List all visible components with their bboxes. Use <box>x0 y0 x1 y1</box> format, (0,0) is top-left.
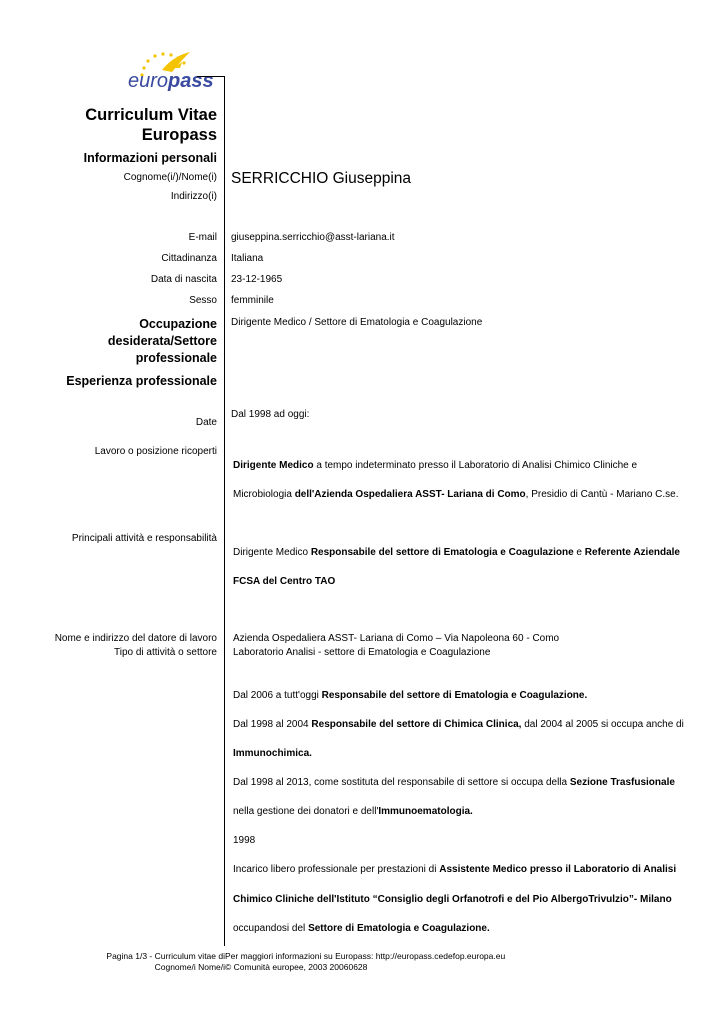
logo-rule <box>197 76 224 77</box>
employer-label: Nome e indirizzo del datore di lavoro <box>54 633 217 644</box>
cv-title-line1: Curriculum Vitae <box>85 106 217 124</box>
email-value[interactable]: giuseppina.serricchio@asst-lariana.it <box>231 232 395 243</box>
occupation-value: Dirigente Medico / Settore di Ematologia e Coagulazione <box>231 317 483 328</box>
footer-left-line1: Pagina 1/3 - Curriculum vitae di <box>106 951 225 961</box>
detail-line-4-bold: Sezione Trasfusionale <box>569 777 675 788</box>
detail-line-2 <box>233 719 684 730</box>
detail-line-2-text-a: Dal 1998 al 2004 <box>233 719 312 730</box>
detail-line-9-bold: Settore di Ematologia e Coagulazione. <box>308 923 490 934</box>
activity-type-value: Laboratorio Analisi - settore di Ematologia e Coagulazione <box>233 647 491 658</box>
detail-line-1-bold: Responsabile del settore di Ematologia e Coagulazione. <box>321 690 588 701</box>
sex-label: Sesso <box>189 295 217 306</box>
occupation-heading-line2: desiderata/Settore <box>107 334 217 348</box>
position-role-bold: Dirigente Medico <box>233 460 314 471</box>
name-label: Cognome(i/)/Nome(i) <box>123 172 217 183</box>
logo-text-euro: euro <box>128 70 169 92</box>
cv-title <box>85 105 217 145</box>
detail-line-6: 1998 <box>233 835 256 846</box>
footer-right-line1[interactable]: Per maggiori informazioni su Europass: http://europass.cedefop.europa.eu <box>225 951 506 961</box>
address-label: Indirizzo(i) <box>170 191 217 202</box>
detail-line-8 <box>233 894 672 905</box>
column-divider <box>224 76 225 946</box>
position-line-1 <box>233 460 637 471</box>
detail-line-2-text-b: dal 2004 al 2005 si occupa anche di <box>521 719 684 730</box>
detail-line-8-bold: Chimico Cliniche dell'Istituto “Consiglio degli Orfanotrofi e del Pio AlbergoTrivulzio”- Milano <box>233 894 672 905</box>
date-label: Date <box>195 417 217 428</box>
activities-line-1 <box>233 547 680 558</box>
detail-line-3-bold: Immunochimica. <box>233 748 312 759</box>
detail-line-7-bold: Assistente Medico presso il Laboratorio di Analisi <box>439 864 677 875</box>
position-line-2 <box>233 489 679 500</box>
detail-line-7-text: Incarico libero professionale per prestazioni di <box>233 864 440 875</box>
citizenship-value: Italiana <box>231 253 264 264</box>
activities-fcsa-bold: FCSA del Centro TAO <box>233 576 336 587</box>
position-line-2-text-b: , Presidio di Cantù - Mariano C.se. <box>525 489 679 500</box>
logo-text-pass: pass <box>168 70 214 92</box>
activities-referent-bold: Referente Aziendale <box>584 547 680 558</box>
occupation-heading-line3: professionale <box>135 351 217 365</box>
position-label: Lavoro o posizione ricoperti <box>94 446 217 457</box>
detail-line-1 <box>233 690 587 701</box>
activities-line-2 <box>233 576 335 587</box>
detail-line-3 <box>233 748 312 759</box>
detail-line-9-text: occupandosi del <box>233 923 309 934</box>
detail-line-9 <box>233 923 490 934</box>
detail-line-4 <box>233 777 675 788</box>
citizenship-label: Cittadinanza <box>161 253 217 264</box>
detail-line-2-bold: Responsabile del settore di Chimica Clinica, <box>311 719 522 730</box>
activities-role-bold: Responsabile del settore di Ematologia e Coagulazione <box>310 547 574 558</box>
activities-line-1-text-b: e <box>573 547 585 558</box>
birth-date-label: Data di nascita <box>150 274 217 285</box>
europass-logo <box>122 48 222 96</box>
birth-date-value: 23-12-1965 <box>231 274 283 285</box>
detail-line-5-bold: Immunoematologia. <box>378 806 473 817</box>
name-value: SERRICCHIO Giuseppina <box>231 170 412 187</box>
position-employer-bold: dell'Azienda Ospedaliera ASST- Lariana di Como <box>294 489 526 500</box>
detail-line-1-text: Dal 2006 a tutt'oggi <box>233 690 322 701</box>
detail-line-5 <box>233 806 473 817</box>
position-line-1-text: a tempo indeterminato presso il Laboratorio di Analisi Chimico Cliniche e <box>313 460 638 471</box>
activity-type-label: Tipo di attività o settore <box>113 647 217 658</box>
activities-line-1-text-a: Dirigente Medico <box>233 547 311 558</box>
experience-heading: Esperienza professionale <box>66 374 217 388</box>
activities-label: Principali attività e responsabilità <box>71 533 217 544</box>
footer-right-line2: © Comunità europee, 2003 20060628 <box>225 962 368 972</box>
detail-line-5-text: nella gestione dei donatori e dell' <box>233 806 379 817</box>
detail-line-7 <box>233 864 676 875</box>
email-label: E-mail <box>188 232 217 243</box>
date-value: Dal 1998 ad oggi: <box>231 409 310 420</box>
cv-title-line2: Europass <box>141 126 217 144</box>
occupation-heading <box>108 316 217 367</box>
footer-left-line2: Cognome/i Nome/i <box>154 962 225 972</box>
detail-line-4-text: Dal 1998 al 2013, come sostituta del responsabile di settore si occupa della <box>233 777 570 788</box>
employer-value: Azienda Ospedaliera ASST- Lariana di Como – Via Napoleona 60 - Como <box>233 633 560 644</box>
occupation-heading-line1: Occupazione <box>139 317 217 331</box>
position-line-2-text-a: Microbiologia <box>233 489 295 500</box>
personal-info-heading: Informazioni personali <box>83 151 217 165</box>
sex-value: femminile <box>231 295 274 306</box>
